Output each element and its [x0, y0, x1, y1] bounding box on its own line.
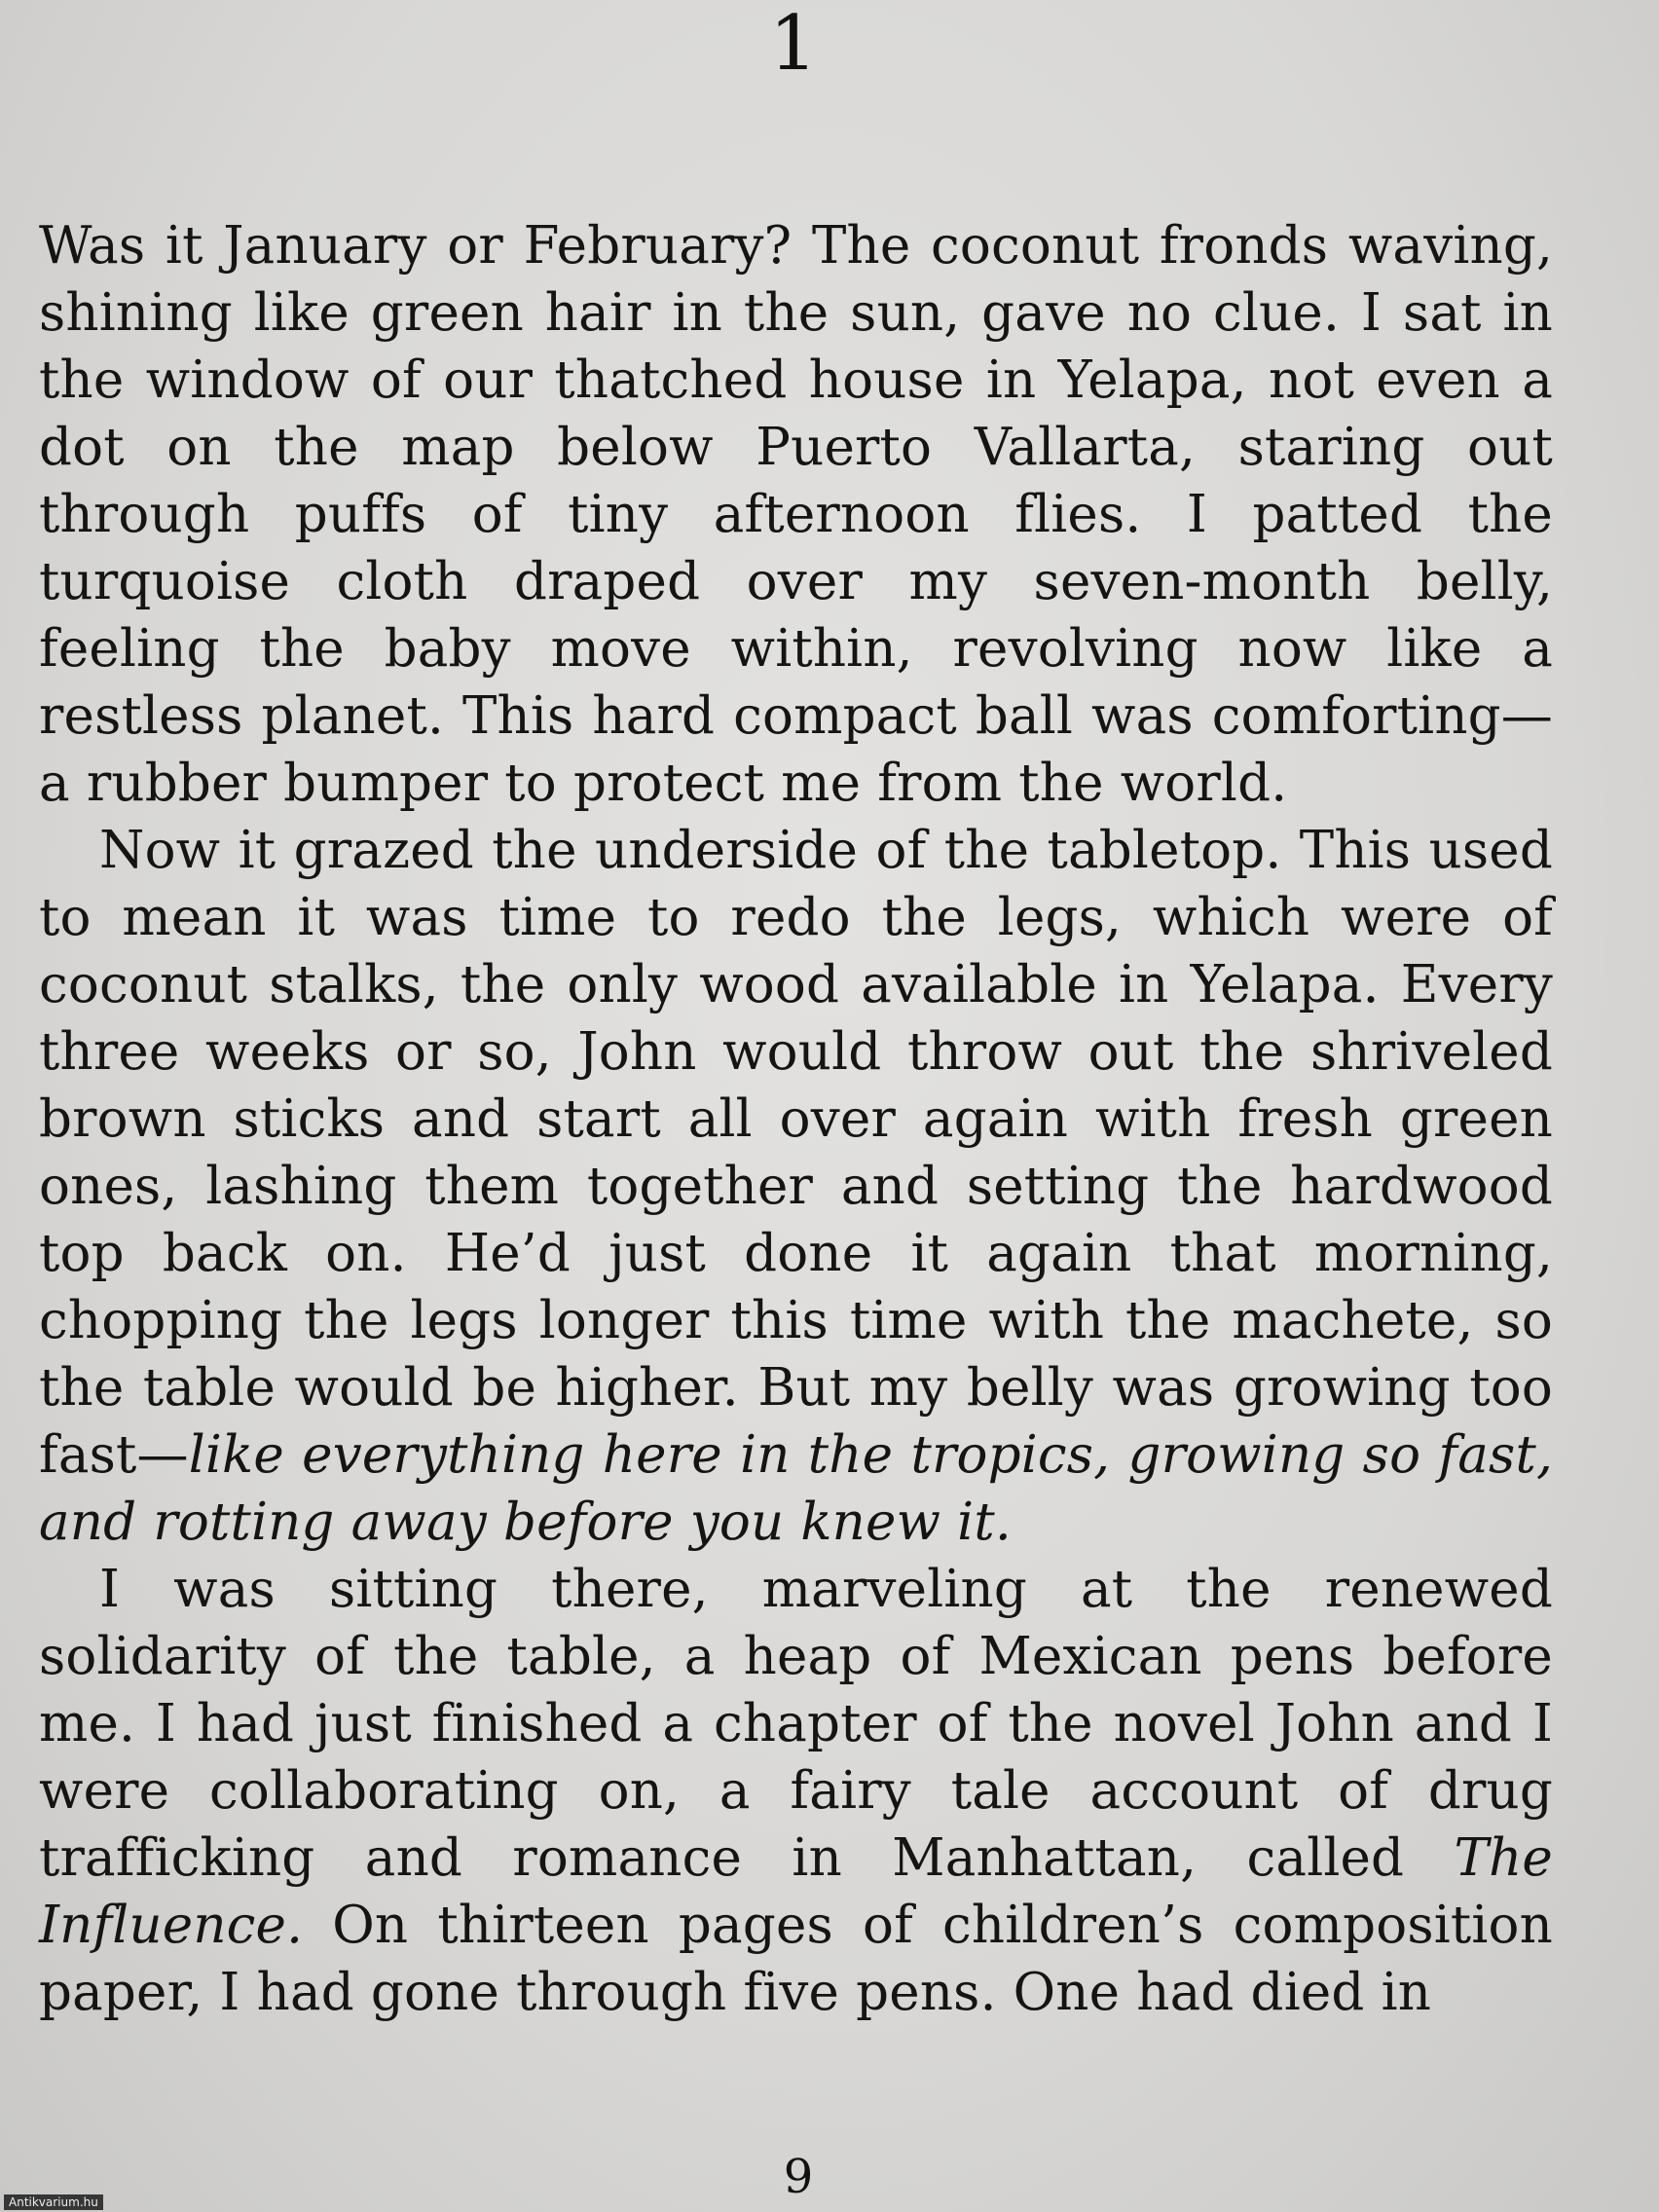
page-number: 9 [783, 2150, 814, 2204]
chapter-number: 1 [769, 0, 818, 88]
paragraph-2-text: Now it grazed the underside of the tabletop. This used to mean it was time to redo the legs, which were of coconut stalks, the only wood available in Yelapa. Every three weeks or so, John would throw out the shriveled brown sticks and start all over again with fresh green ones, lashing them together and setting the hardwood top back on. He’d just done it again that morning, chopping the legs longer this time with the machete, so the table would be higher. But my belly was growing too fast— [39, 821, 1553, 1485]
paragraph-2 [39, 817, 1553, 1556]
paragraph-3-text-end: On thirteen pages of children’s composition paper, I had gone through five pens. One had died in [39, 1896, 1553, 2022]
paragraph-2-italic: like everything here in the tropics, growing so fast, and rotting away before you knew it. [39, 1425, 1553, 1552]
paragraph-3-book-title: The Influence. [39, 1828, 1553, 1955]
paragraph-1-text: Was it January or February? The coconut fronds waving, shining like green hair in the sun, gave no clue. I sat in the window of our thatched house in Yelapa, not even a dot on the map below Puerto Vallarta, staring out through puffs of tiny afternoon flies. I patted the turquoise cloth draped over my seven-month belly, feeling the baby move within, revolving now like a restless planet. This hard compact ball was comforting—a rubber bumper to protect me from the world. [39, 216, 1553, 813]
paragraph-3 [39, 1556, 1553, 2026]
paragraph-3-text: I was sitting there, marveling at the renewed solidarity of the table, a heap of Mexican pens before me. I had just finished a chapter of the novel John and I were collaborating on, a fairy tale account of drug trafficking and romance in Manhattan, called [39, 1560, 1553, 1888]
watermark-label: Antikvarium.hu [4, 2194, 103, 2210]
paragraph-1 [39, 212, 1553, 817]
body-text [39, 212, 1553, 2026]
